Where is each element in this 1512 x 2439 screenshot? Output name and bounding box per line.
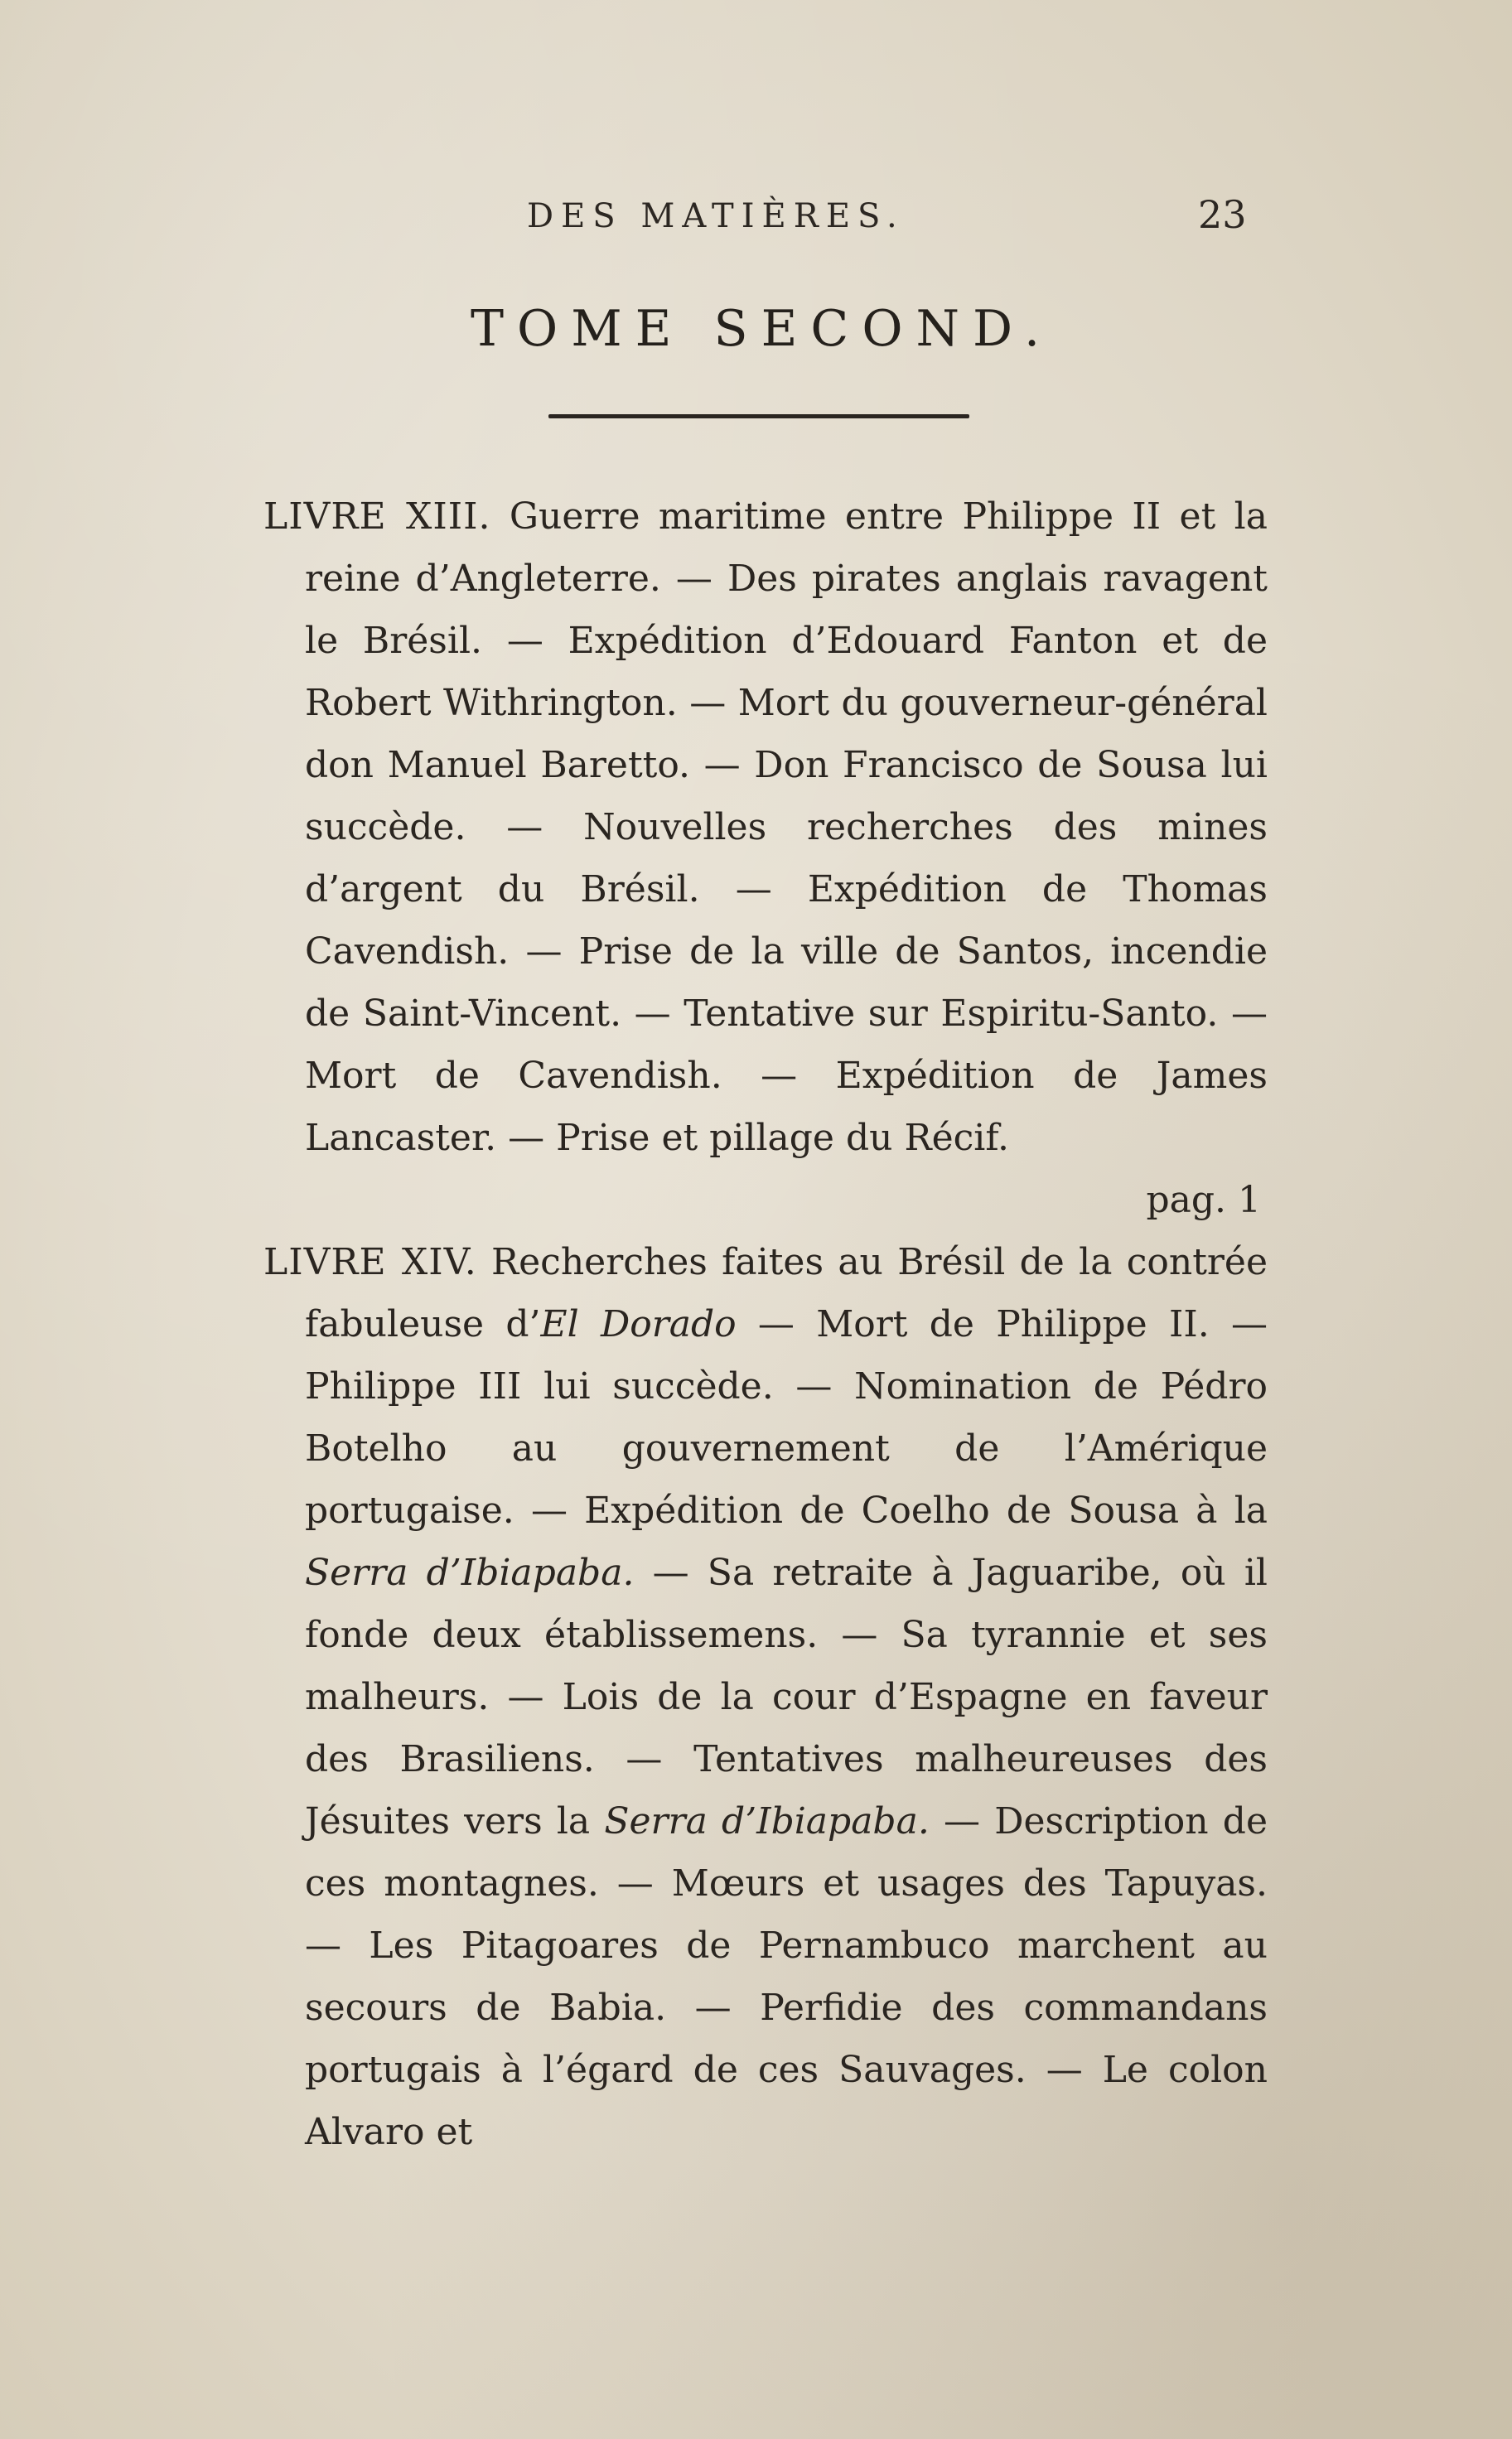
entry-text-italic: Serra d’Ibiapaba. — [604, 1800, 930, 1843]
livre-label: LIVRE XIV. — [263, 1241, 477, 1283]
title-rule — [548, 414, 969, 418]
entry-text: — Sa retraite à Jaguaribe, où il fonde deux établissemens. — Sa tyrannie et ses malheurs. — Lois de la cour d’Espagne en faveur des Brasiliens. — Tentatives malheureuses des Jésuites vers la — [305, 1552, 1268, 1843]
page-reference: pag. 1 — [1146, 1179, 1261, 1221]
entry-text-italic: El Dorado — [540, 1303, 737, 1345]
entry-text-italic: Serra d’Ibiapaba. — [305, 1552, 635, 1594]
entry-text: — Mort de Philippe II. — Philippe III lui succède. — Nomination de Pédro Botelho au gouvernement de l’Amérique portugaise. — Expédition de Coelho de Sousa à la — [305, 1303, 1268, 1532]
livre-label: LIVRE XIII. — [263, 495, 491, 538]
tome-title: TOME SECOND. — [471, 300, 1054, 358]
entry-text: — Description de ces montagnes. — Mœurs et usages des Tapuyas. — Les Pitagoares de Pernambuco marchent au secours de Babia. — Perfidie des commandans portugais à l’égard de ces Sauvages. — Le colon Alvaro et — [305, 1800, 1268, 2153]
entry-text: Guerre maritime entre Philippe II et la reine d’Angleterre. — Des pirates anglais ravagent le Brésil. — Expédition d’Edouard Fanton et de Robert Withrington. — Mort du gouverneur-général don Manuel Baretto. — Don Francisco de Sousa lui succède. — Nouvelles recherches des mines d’argent du Brésil. — Expédition de Thomas Cavendish. — Prise de la ville de Santos, incendie de Saint-Vincent. — Tentative sur Espiritu-Santo. — Mort de Cavendish. — Expédition de James Lancaster. — Prise et pillage du Récif. — [305, 495, 1268, 1159]
entry-livre-xiv — [263, 1231, 1268, 2163]
entry-text: Recherches faites au Brésil de la contrée fabuleuse d’ — [305, 1241, 1268, 1345]
page-number: 23 — [1198, 192, 1247, 237]
entry-livre-xiii — [263, 485, 1268, 1169]
table-of-contents — [263, 485, 1268, 2163]
running-head: DES MATIÈRES. — [527, 197, 905, 235]
